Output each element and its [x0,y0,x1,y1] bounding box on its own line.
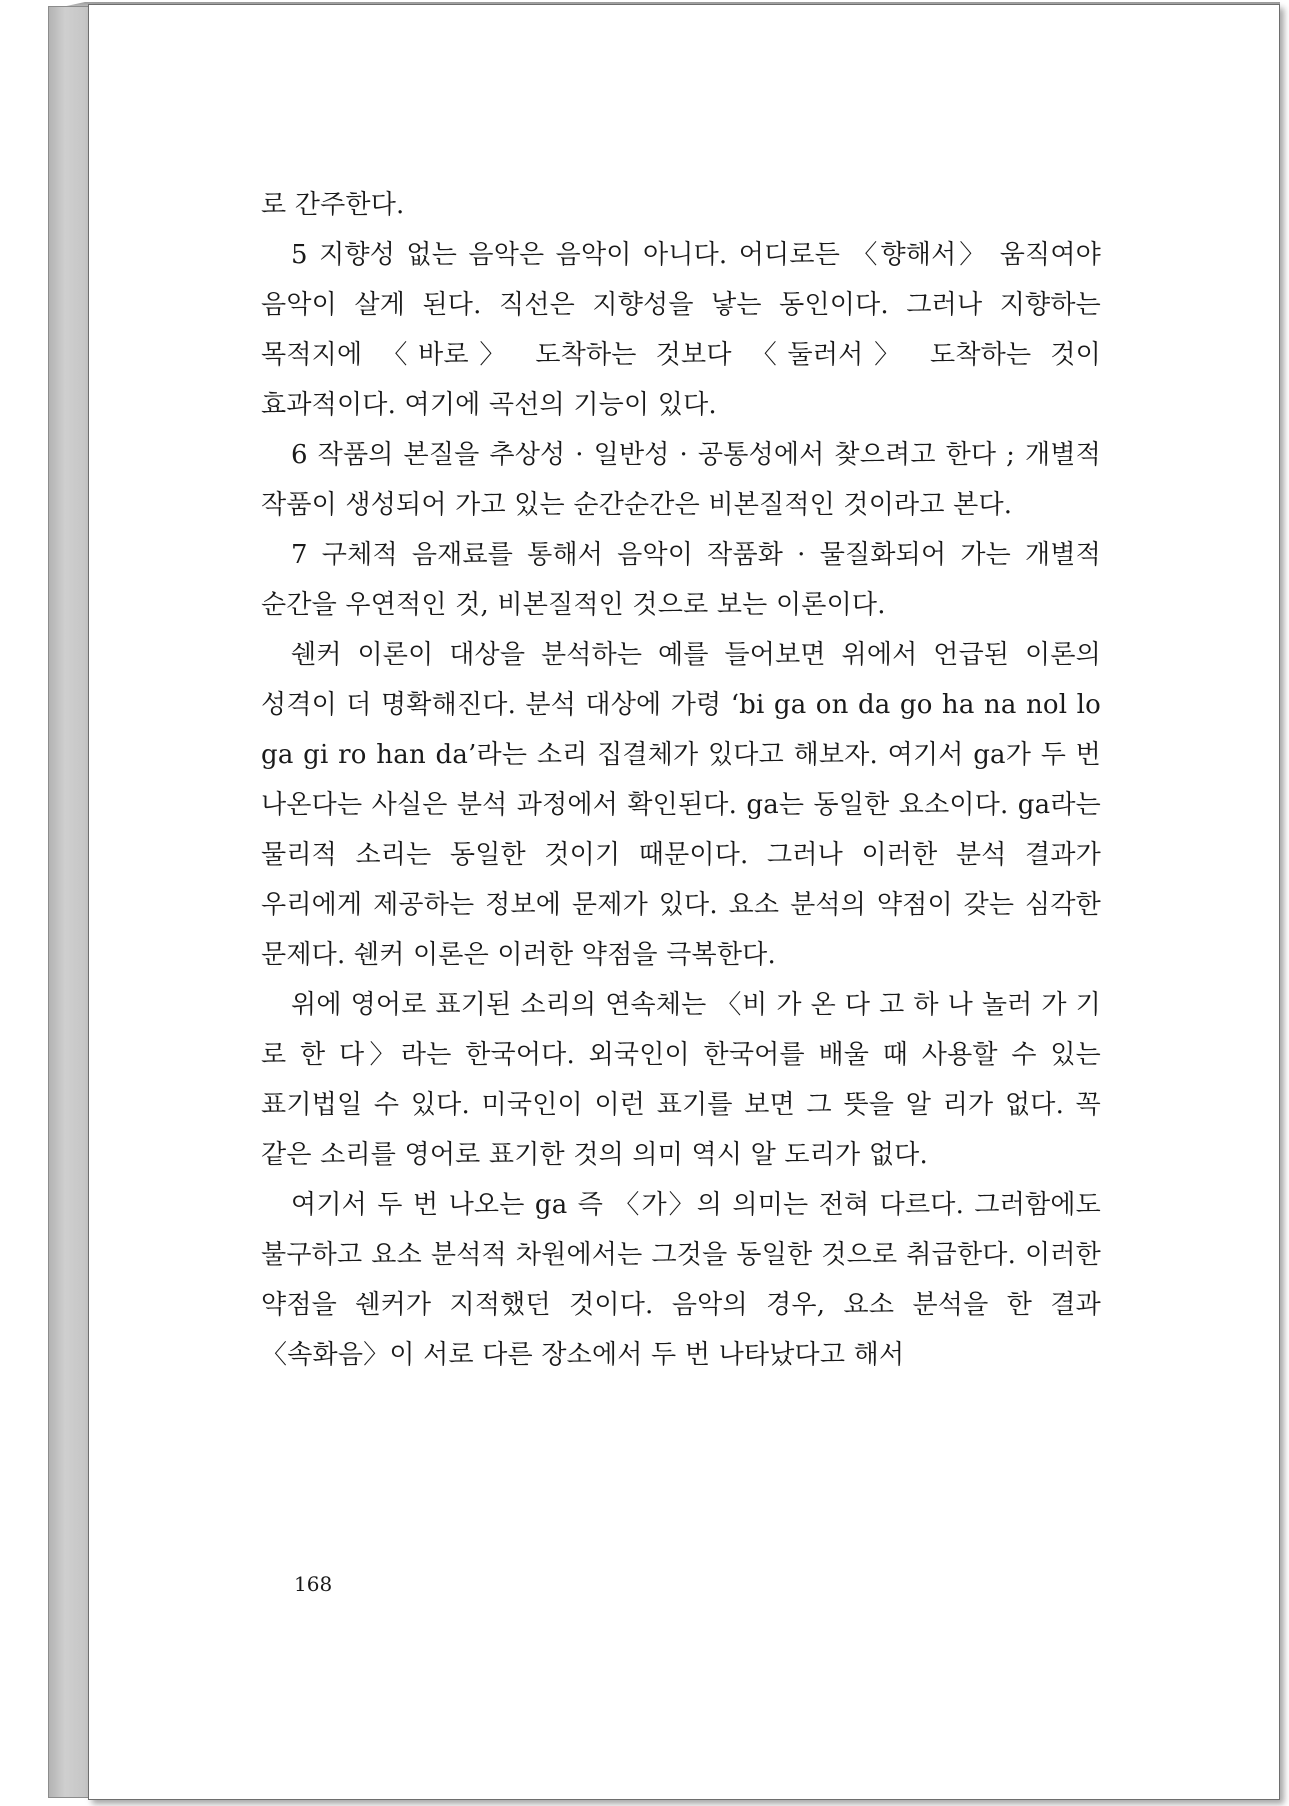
book-page [88,4,1280,1800]
paragraph-ga-meaning: 여기서 두 번 나오는 ga 즉 〈가〉의 의미는 전혀 다르다. 그러함에도 불구하고 요소 분석적 차원에서는 그것을 동일한 것으로 취급한다. 이러한 약점을 쉔커가 지적했던 것이다. 음악의 경우, 요소 분석을 한 결과 〈속화음〉이 서로 다른 장소에서 두 번 나타났다고 해서 [261,1190,1101,1370]
paragraph-continuation: 로 간주한다. [261,190,405,220]
paragraph-schenker-analysis: 쉔커 이론이 대상을 분석하는 예를 들어보면 위에서 언급된 이론의 성격이 더 명확해진다. 분석 대상에 가령 ‘bi ga on da go ha na nol lo ga gi ro han da’라는 소리 집결체가 있다고 해보자. 여기서 ga가 두 번 나온다는 사실은 분석 과정에서 확인된다. ga는 동일한 요소이다. ga라는 물리적 소리는 동일한 것이기 때문이다. 그러나 이러한 분석 결과가 우리에게 제공하는 정보에 문제가 있다. 요소 분석의 약점이 갖는 심각한 문제다. 쉔커 이론은 이러한 약점을 극복한다. [261,640,1101,970]
paragraph-note-5: 5 지향성 없는 음악은 음악이 아니다. 어디로든 〈향해서〉 움직여야 음악이 살게 된다. 직선은 지향성을 낳는 동인이다. 그러나 지향하는 목적지에 〈바로〉 도착하는 것보다 〈둘러서〉 도착하는 것이 효과적이다. 여기에 곡선의 기능이 있다. [261,240,1101,420]
book-spine [48,6,90,1798]
paragraph-note-6: 6 작품의 본질을 추상성 · 일반성 · 공통성에서 찾으려고 한다 ; 개별적 작품이 생성되어 가고 있는 순간순간은 비본질적인 것이라고 본다. [261,440,1101,520]
body-text [261,180,1101,1380]
paragraph-note-7: 7 구체적 음재료를 통해서 음악이 작품화 · 물질화되어 가는 개별적 순간을 우연적인 것, 비본질적인 것으로 보는 이론이다. [261,540,1101,620]
page-number: 168 [294,1572,333,1596]
paragraph-sound-sequence: 위에 영어로 표기된 소리의 연속체는 〈비 가 온 다 고 하 나 놀러 가 기 로 한 다〉라는 한국어다. 외국인이 한국어를 배울 때 사용할 수 있는 표기법일 수 있다. 미국인이 이런 표기를 보면 그 뜻을 알 리가 없다. 꼭 같은 소리를 영어로 표기한 것의 의미 역시 알 도리가 없다. [261,990,1101,1170]
